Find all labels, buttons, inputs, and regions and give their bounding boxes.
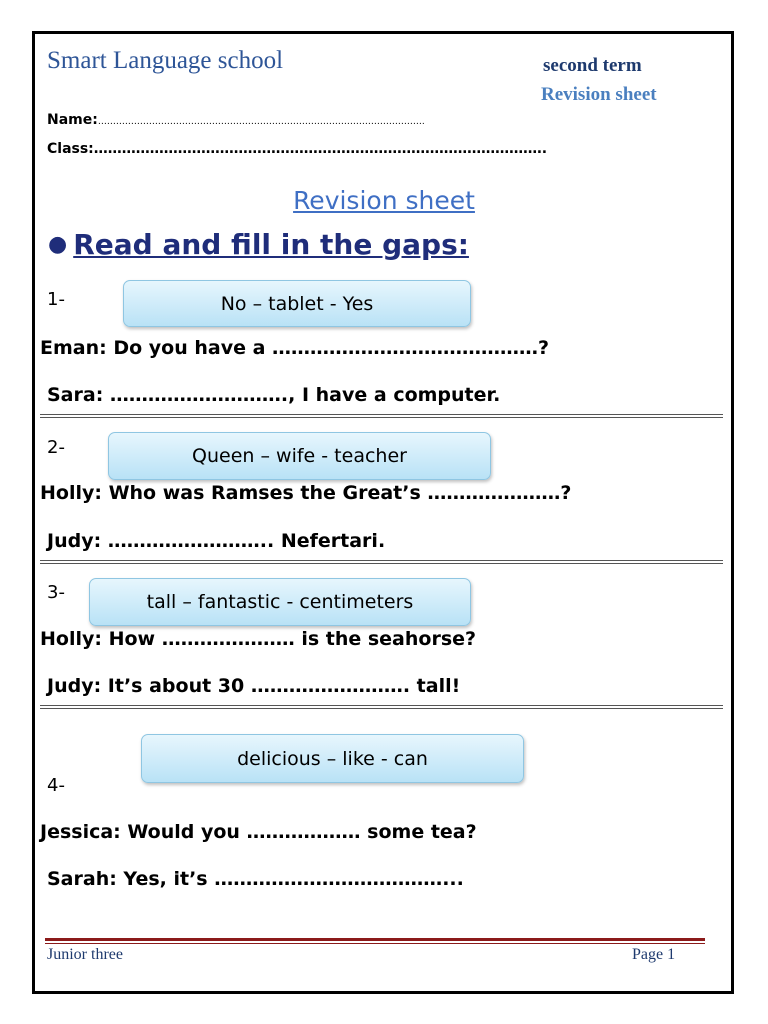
exercise-number: 1- [47, 289, 65, 310]
exercise-line: Jessica: Would you ……………… some tea? [40, 821, 477, 843]
exercise-line: Sara: ………………………., I have a computer. [47, 384, 501, 406]
word-bank-box: Queen – wife - teacher [108, 432, 491, 480]
class-field [47, 141, 547, 157]
exercise-number: 4- [47, 775, 65, 796]
name-label: Name: [47, 112, 98, 128]
divider [40, 560, 723, 564]
bullet-icon: ● [48, 232, 68, 257]
class-label: Class: [47, 141, 94, 157]
word-bank-box: tall – fantastic - centimeters [89, 578, 471, 626]
name-blank: ………………………………………………………………………………………………. [97, 117, 425, 127]
exercise-line: Holly: How ………………… is the seahorse? [40, 628, 477, 650]
exercise-line: Sarah: Yes, it’s ………………………………... [47, 868, 464, 890]
word-bank-box: No – tablet - Yes [123, 280, 471, 327]
exercise-number: 2- [47, 437, 65, 458]
footer-rule [45, 943, 705, 944]
class-blank: ……………………………………………………………………………………. [93, 141, 548, 157]
footer-level: Junior three [47, 946, 123, 963]
page-number: Page 1 [632, 946, 676, 963]
word-bank-box: delicious – like - can [141, 734, 524, 783]
exercise-line: Judy: …………………….. Nefertari. [47, 530, 386, 552]
page-border [32, 31, 734, 994]
exercise-number: 3- [47, 582, 65, 603]
name-field [47, 112, 425, 128]
divider [40, 705, 723, 709]
footer-rule [45, 938, 705, 941]
page-title: Revision sheet [293, 186, 475, 215]
task-instruction: ● Read and fill in the gaps: [48, 228, 469, 261]
school-name: Smart Language school [47, 47, 284, 74]
exercise-line: Judy: It’s about 30 ……………………. tall! [47, 675, 461, 697]
exercise-line: Holly: Who was Ramses the Great’s …………………? [40, 482, 572, 504]
revision-label: Revision sheet [541, 84, 657, 105]
term-label: second term [543, 55, 642, 76]
exercise-line: Eman: Do you have a ……………………………………? [40, 337, 550, 359]
divider [40, 414, 723, 418]
